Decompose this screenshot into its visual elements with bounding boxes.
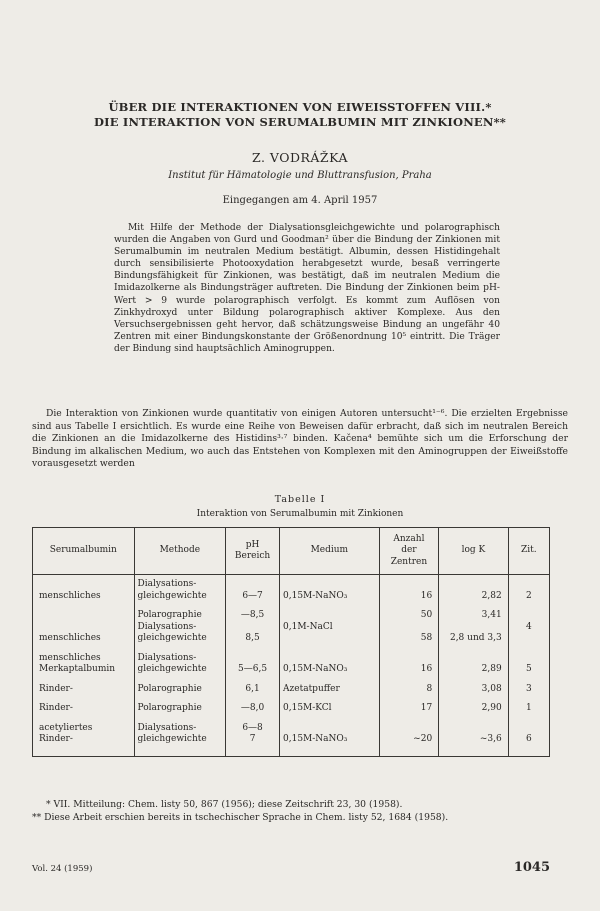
cell-zentren: ~20 (379, 719, 439, 757)
cell-ph: —8,0 (226, 699, 280, 719)
header-methode: Methode (134, 528, 226, 575)
title-line-2: DIE INTERAKTION VON SERUMALBUMIN MIT ZINKIONEN** (93, 115, 507, 129)
table-row (33, 680, 550, 700)
table-row (33, 575, 550, 607)
cell-log-k: 2,82 (439, 575, 509, 607)
cell-methode: Polarographie (134, 680, 226, 700)
table-row (33, 606, 550, 649)
interaction-table (32, 527, 550, 757)
cell-medium: 0,15M-NaNO₃ (280, 649, 380, 680)
cell-serumalbumin: acetyliertes Rinder- (39, 722, 93, 744)
journal-volume: Vol. 24 (1959) (32, 864, 93, 874)
header-serumalbumin: Serumalbumin (33, 528, 135, 575)
header-medium: Medium (280, 528, 380, 575)
cell-zentren: 17 (379, 699, 439, 719)
table-header-row (33, 528, 550, 575)
cell-medium: 0,15M-NaNO₃ (280, 575, 380, 607)
cell-methode: Dialysations- gleichgewichte (134, 719, 226, 757)
cell-ph: 6—8 7 (226, 719, 280, 757)
header-log-k: log K (439, 528, 509, 575)
cell-serumalbumin: Rinder- (39, 683, 73, 694)
cell-zit: 4 (508, 606, 549, 649)
cell-zit: 1 (508, 699, 549, 719)
page-number: 1045 (513, 860, 550, 875)
cell-zentren: 16 (379, 575, 439, 607)
table-row (33, 719, 550, 757)
cell-ph: 6,1 (226, 680, 280, 700)
table-row (33, 699, 550, 719)
body-paragraph: Die Interaktion von Zinkionen wurde quantitativ von einigen Autoren untersucht¹⁻⁶. Die erzielten Ergebnisse sind aus Tabelle I ersichtlich. Es wurde eine Reihe von Beweisen dafür erbracht, daß sich im neutralen Bereich die Zinkionen an die Imidazolkerne des Histidins³·⁷ binden. Kačena⁴ bemühte sich um die Erforschung der Bindung im alkalischen Medium, wo auch das Entstehen von Komplexen mit den Aminogruppen der Eiweißstoffe vorausgesetzt werden (32, 408, 568, 469)
received-date: Eingegangen am 4. April 1957 (222, 195, 378, 206)
cell-zentren: 50 58 (379, 606, 439, 649)
cell-ph: 5—6,5 (226, 649, 280, 680)
cell-medium: 0,15M-NaNO₃ (280, 719, 380, 757)
cell-methode: Polarographie (134, 699, 226, 719)
table-caption: Interaktion von Serumalbumin mit Zinkionen (196, 509, 404, 519)
author-affiliation: Institut für Hämatologie und Bluttransfusion, Praha (168, 170, 432, 181)
cell-serumalbumin: menschliches Merkaptalbumin (39, 652, 116, 674)
table-label: Tabelle I (274, 494, 326, 505)
cell-medium: 0,1M-NaCl (280, 606, 380, 649)
cell-methode: Dialysations- gleichgewichte (134, 649, 226, 680)
header-ph-bereich: pH Bereich (226, 528, 280, 575)
cell-log-k: 2,89 (439, 649, 509, 680)
abstract: Mit Hilfe der Methode der Dialysationsgleichgewichte und polarographisch wurden die Angaben von Gurd und Goodman² über die Bindung der Zinkionen mit Serumalbumin im neutralen Medium bestätigt. Albumin, dessen Histidingehalt durch sensibilisierte Photooxydation herabgesetzt wurde, besaß verringerte Bindungsfähigkeit für Zinkionen, was bestätigt, daß im neutralen Medium die Imidazolkerne als Bindungsträger auftreten. Die Bindung der Zinkionen beim pH-Wert > 9 wurde polarographisch verfolgt. Es kommt zum Auflösen von Zinkhydroxyd unter Bildung polarographisch aktiver Komplexe. Aus den Versuchsergebnissen geht hervor, daß schätzungsweise Bindung an ungefähr 40 Zentren mit einer Bindungskonstante der Größenordnung 10⁵ eintritt. Die Träger der Bindung sind hauptsächlich Aminogruppen. (114, 223, 500, 354)
cell-ph: 6—7 (226, 575, 280, 607)
footnote-1: * VII. Mitteilung: Chem. listy 50, 867 (1956); diese Zeitschrift 23, 30 (1958). (46, 799, 403, 810)
footnote-2: ** Diese Arbeit erschien bereits in tschechischer Sprache in Chem. listy 52, 1684 (1958). (32, 812, 449, 823)
cell-log-k: 2,90 (439, 699, 509, 719)
cell-zentren: 8 (379, 680, 439, 700)
cell-zit: 3 (508, 680, 549, 700)
cell-serumalbumin: menschliches (39, 590, 101, 601)
cell-zit: 6 (508, 719, 549, 757)
cell-log-k: 3,08 (439, 680, 509, 700)
cell-methode: Polarographie Dialysations- gleichgewichte (134, 606, 226, 649)
footnotes (32, 798, 568, 824)
cell-zit: 5 (508, 649, 549, 680)
cell-methode: Dialysations- gleichgewichte (134, 575, 226, 607)
cell-medium: Azetatpuffer (280, 680, 380, 700)
cell-zit: 2 (508, 575, 549, 607)
cell-log-k: ~3,6 (439, 719, 509, 757)
cell-serumalbumin: Rinder- (39, 703, 73, 713)
cell-ph: —8,5 8,5 (226, 606, 280, 649)
table-row (33, 649, 550, 680)
cell-log-k: 3,41 2,8 und 3,3 (439, 606, 509, 649)
header-zit: Zit. (508, 528, 549, 575)
author-name: Z. VODRÁŽKA (252, 150, 348, 165)
header-anzahl-zentren: Anzahl der Zentren (379, 528, 439, 575)
cell-medium: 0,15M-KCl (280, 699, 380, 719)
cell-serumalbumin: menschliches (39, 633, 101, 643)
cell-zentren: 16 (379, 649, 439, 680)
article-title (40, 100, 560, 130)
title-line-1: ÜBER DIE INTERAKTIONEN VON EIWEISSTOFFEN VIII.* (108, 100, 492, 114)
